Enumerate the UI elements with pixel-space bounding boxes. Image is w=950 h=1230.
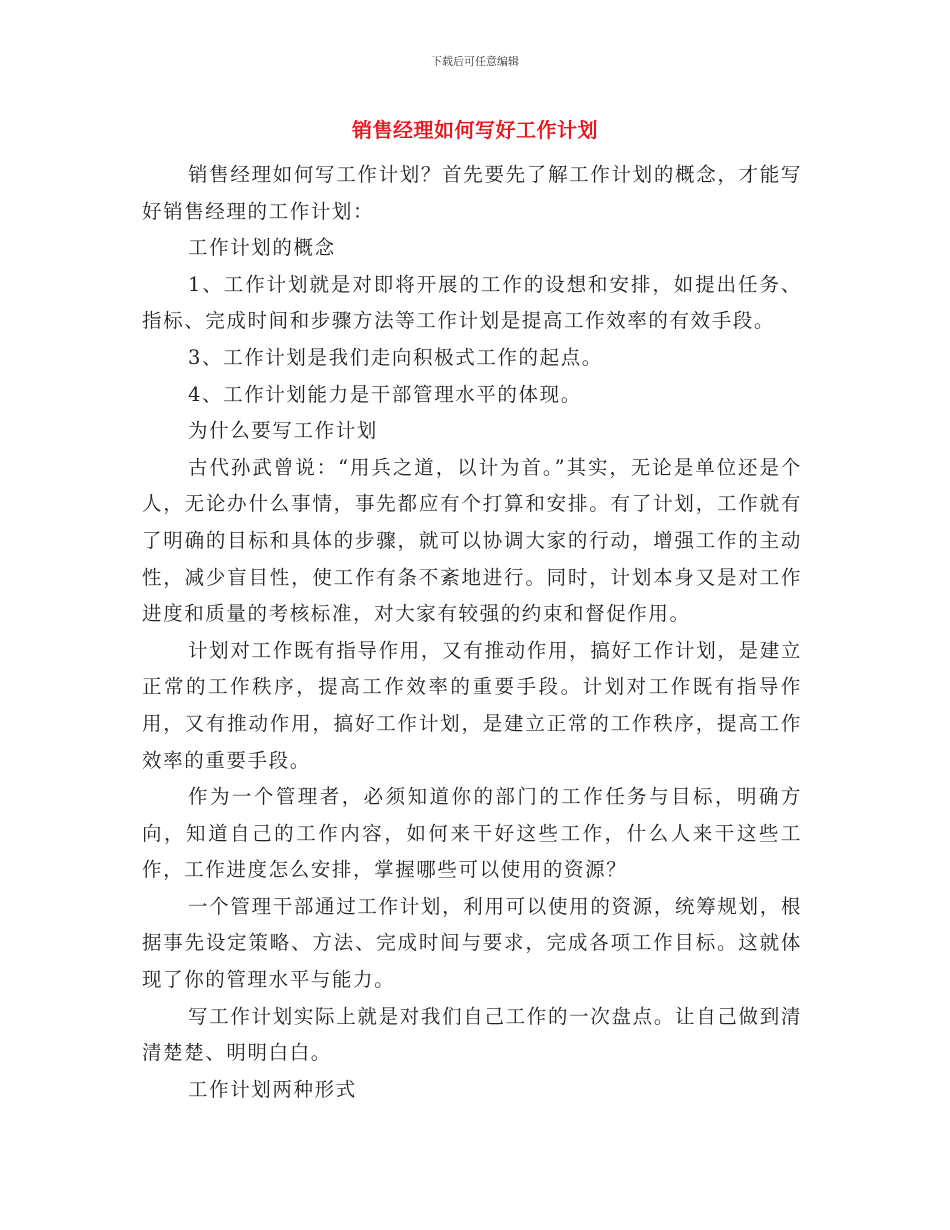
paragraph-manager-duties: 作为一个管理者，必须知道你的部门的工作任务与目标，明确方向，知道自己的工作内容，如何来干好这些工作，什么人来干这些工作，工作进度怎么安排，掌握哪些可以使用的资源？ bbox=[142, 785, 802, 882]
page-header-note: 下载后可任意编辑 bbox=[431, 55, 519, 68]
paragraph-intro: 销售经理如何写工作计划？首先要先了解工作计划的概念，才能写好销售经理的工作计划： bbox=[142, 163, 802, 223]
paragraph-point-1: 1、工作计划就是对即将开展的工作的设想和安排，如提出任务、指标、完成时间和步骤方法等工作计划是提高工作效率的有效手段。 bbox=[142, 272, 802, 333]
heading-two-forms: 工作计划两种形式 bbox=[188, 1077, 357, 1101]
paragraph-sunwu-quote: 古代孙武曾说：“用兵之道，以计为首。”其实，无论是单位还是个人，无论办什么事情，事先都应有个打算和安排。有了计划，工作就有了明确的目标和具体的步骤，就可以协调大家的行动，增强工作的主动性，减少盲目性，使工作有条不紊地进行。同时，计划本身又是对工作进度和质量的考核标准，对大家有较强的约束和督促作用。 bbox=[142, 455, 802, 626]
document-title: 销售经理如何写好工作计划 bbox=[352, 118, 598, 142]
paragraph-plan-role: 计划对工作既有指导作用，又有推动作用，搞好工作计划，是建立正常的工作秩序，提高工作效率的重要手段。计划对工作既有指导作用，又有推动作用，搞好工作计划，是建立正常的工作秩序，提高工作效率的重要手段。 bbox=[142, 638, 802, 772]
heading-work-plan-concept: 工作计划的概念 bbox=[188, 236, 336, 260]
paragraph-point-3: 3、工作计划是我们走向积极式工作的起点。 bbox=[188, 345, 603, 369]
paragraph-manager-ability: 一个管理干部通过工作计划，利用可以使用的资源，统筹规划，根据事先设定策略、方法、完成时间与要求，完成各项工作目标。这就体现了你的管理水平与能力。 bbox=[142, 894, 802, 992]
document-body bbox=[142, 157, 802, 1108]
heading-why-write-plan: 为什么要写工作计划 bbox=[188, 419, 378, 443]
paragraph-point-4: 4、工作计划能力是干部管理水平的体现。 bbox=[188, 382, 582, 406]
paragraph-self-review: 写工作计划实际上就是对我们自己工作的一次盘点。让自己做到清清楚楚、明明白白。 bbox=[142, 1004, 802, 1065]
